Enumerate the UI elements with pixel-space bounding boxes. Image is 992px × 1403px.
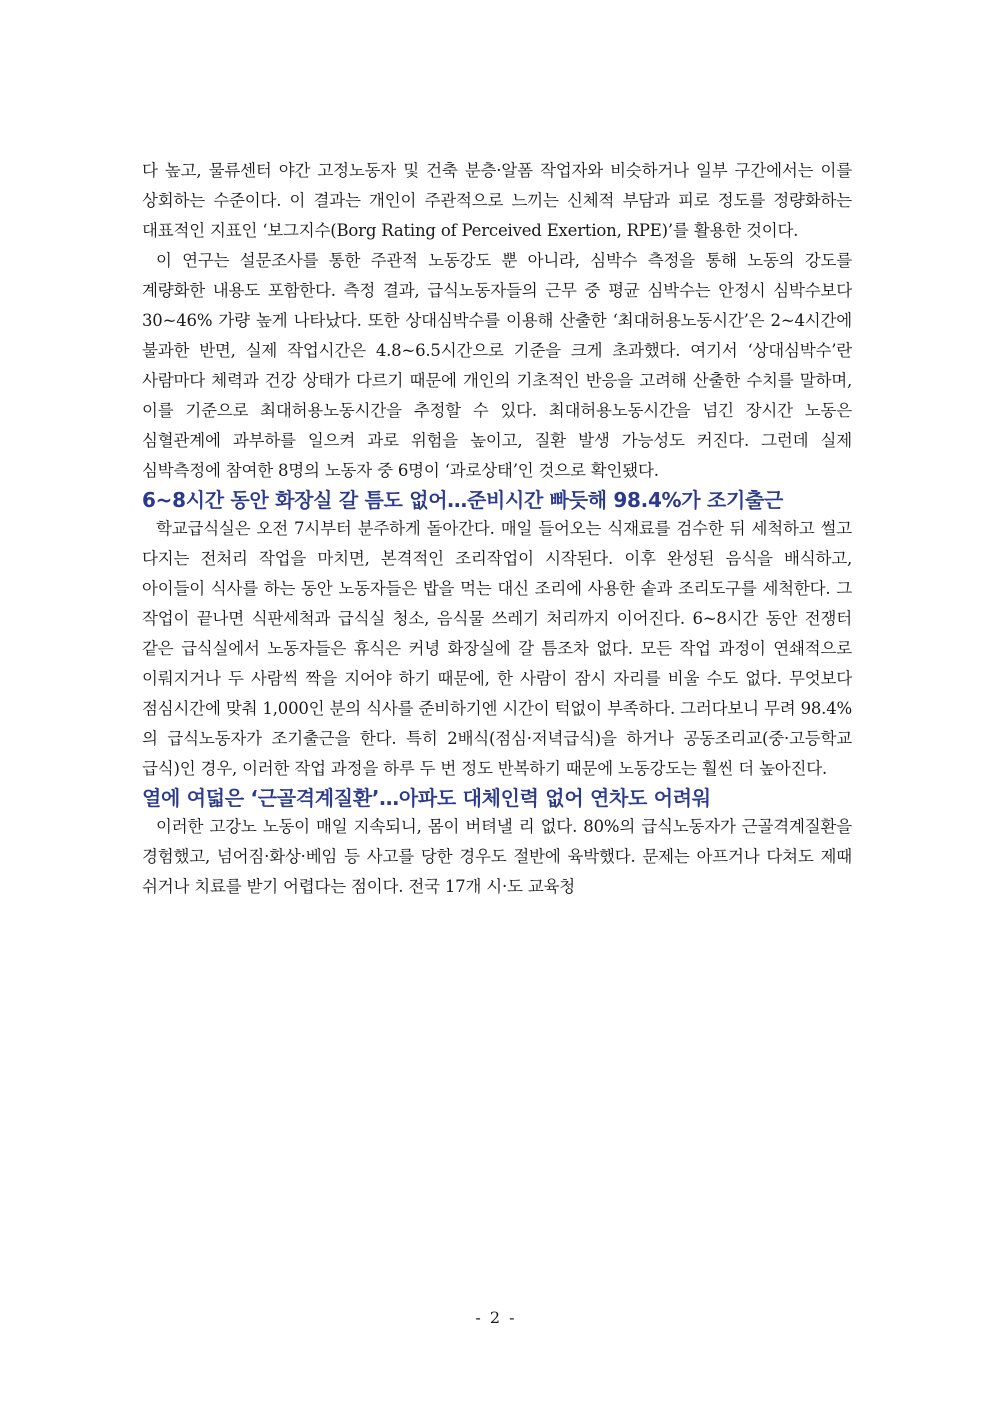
section-heading-early-work: 6~8시간 동안 화장실 갈 틈도 없어…준비시간 빠듯해 98.4%가 조기출근	[142, 488, 784, 512]
paragraph-injuries: 이러한 고강노 노동이 매일 지속되니, 몸이 버텨낼 리 없다. 80%의 급식노동자가 근골격계질환을 경험했고, 넘어짐·화상·베임 등 사고를 당한 경우도 절반에 육박했다. 문제는 아프거나 다쳐도 제때 쉬거나 치료를 받기 어렵다는 점이다. 전국 17개 시·도 교육청	[142, 817, 852, 896]
paragraph-kitchen-workflow: 학교급식실은 오전 7시부터 분주하게 돌아간다. 매일 들어오는 식재료를 검수한 뒤 세척하고 썰고 다지는 전처리 작업을 마치면, 본격적인 조리작업이 시작된다. 이후 완성된 음식을 배식하고, 아이들이 식사를 하는 동안 노동자들은 밥을 먹는 대신 조리에 사용한 솥과 조리도구를 세척한다. 그 작업이 끝나면 식판세척과 급식실 청소, 음식물 쓰레기 처리까지 이어진다. 6~8시간 동안 전쟁터 같은 급식실에서 노동자들은 휴식은 커녕 화장실에 갈 틈조차 없다. 모든 작업 과정이 연쇄적으로 이뤄지거나 두 사람씩 짝을 지어야 하기 때문에, 한 사람이 잠시 자리를 비울 수도 없다. 무엇보다 점심시간에 맞춰 1,000인 분의 식사를 준비하기엔 시간이 턱없이 부족하다. 그러다보니 무려 98.4%의 급식노동자가 조기출근을 한다. 특히 2배식(점심·저녁급식)을 하거나 공동조리교(중·고등학교 급식)인 경우, 이러한 작업 과정을 하루 두 번 정도 반복하기 때문에 노동강도는 훨씬 더 높아진다.	[142, 519, 852, 778]
page-number: - 2 -	[475, 1308, 517, 1327]
section-heading-musculoskeletal: 열에 여덟은 ‘근골격계질환’…아파도 대체인력 없어 연차도 어려워	[142, 786, 711, 810]
paragraph-continuation: 다 높고, 물류센터 야간 고정노동자 및 건축 분층·알폼 작업자와 비슷하거나 일부 구간에서는 이를 상회하는 수준이다. 이 결과는 개인이 주관적으로 느끼는 신체적 부담과 피로 정도를 정량화하는 대표적인 지표인 ‘보그지수(Borg Rating of Perceived Exertion, RPE)’를 활용한 것이다.	[142, 161, 852, 240]
document-body	[142, 156, 852, 902]
paragraph-heart-rate-study: 이 연구는 설문조사를 통한 주관적 노동강도 뿐 아니라, 심박수 측정을 통해 노동의 강도를 계량화한 내용도 포함한다. 측정 결과, 급식노동자들의 근무 중 평균 심박수는 안정시 심박수보다 30~46% 가량 높게 나타났다. 또한 상대심박수를 이용해 산출한 ‘최대허용노동시간’은 2~4시간에 불과한 반면, 실제 작업시간은 4.8~6.5시간으로 기준을 크게 초과했다. 여기서 ‘상대심박수’란 사람마다 체력과 건강 상태가 다르기 때문에 개인의 기초적인 반응을 고려해 산출한 수치를 말하며, 이를 기준으로 최대허용노동시간을 추정할 수 있다. 최대허용노동시간을 넘긴 장시간 노동은 심혈관계에 과부하를 일으켜 과로 위험을 높이고, 질환 발생 가능성도 커진다. 그런데 실제 심박측정에 참여한 8명의 노동자 중 6명이 ‘과로상태’인 것으로 확인됐다.	[142, 251, 852, 480]
